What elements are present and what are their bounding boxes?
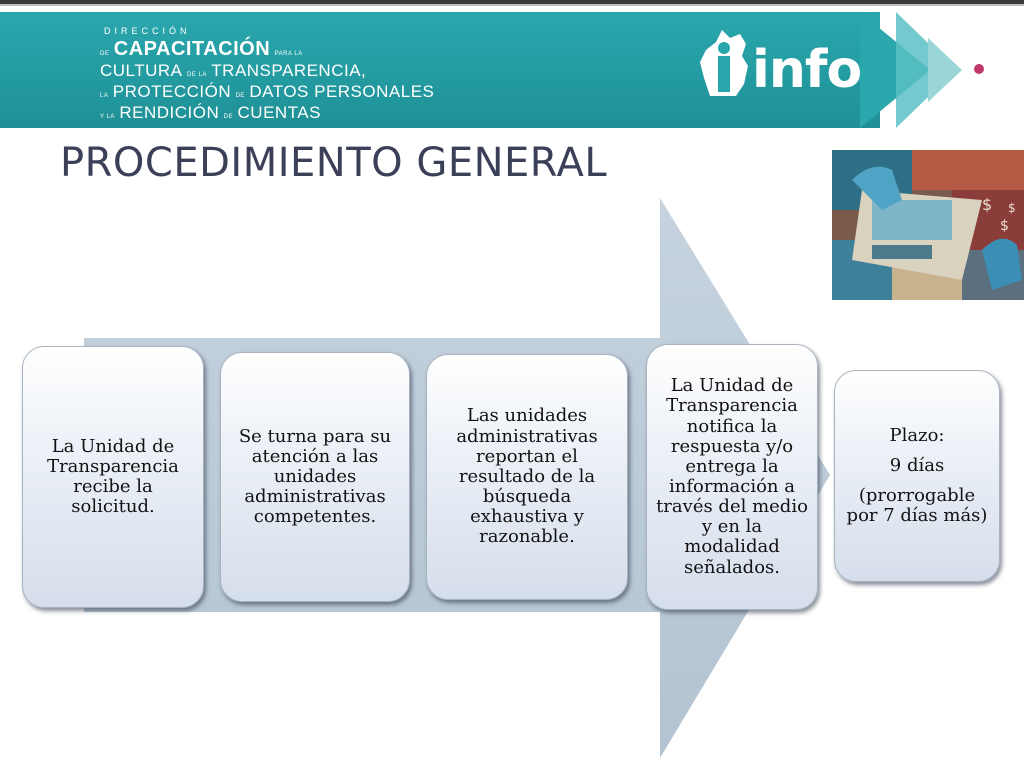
organization-name: DIRECCIÓN DE CAPACITACIÓN PARA LA CULTURA DE LA TRANSPARENCIA, LA PROTECCIÓN DE DATOS PERSONALES Y LA RENDICIÓN DE CUENTAS [100, 26, 435, 122]
svg-text:$: $ [982, 195, 993, 214]
step-4-notify-response: La Unidad de Transparencia notifica la respuesta y/o entrega la información a través del medio y en la modalidad señalados. [646, 344, 818, 610]
page-title: PROCEDIMIENTO GENERAL [60, 140, 608, 186]
step-1-receive-request: La Unidad de Transparencia recibe la solicitud. [22, 346, 204, 608]
svg-text:$: $ [1008, 201, 1016, 215]
svg-text:$: $ [1000, 218, 1009, 234]
step-5-deadline: Plazo: 9 días (prorrogable por 7 días más) [834, 370, 1000, 582]
info-logo-text: info [752, 40, 862, 100]
step-2-assign-to-units: Se turna para su atención a las unidades administrativas competentes. [220, 352, 410, 602]
step-3-units-report: Las unidades administrativas reportan el resultado de la búsqueda exhaustiva y razonable. [426, 354, 628, 600]
